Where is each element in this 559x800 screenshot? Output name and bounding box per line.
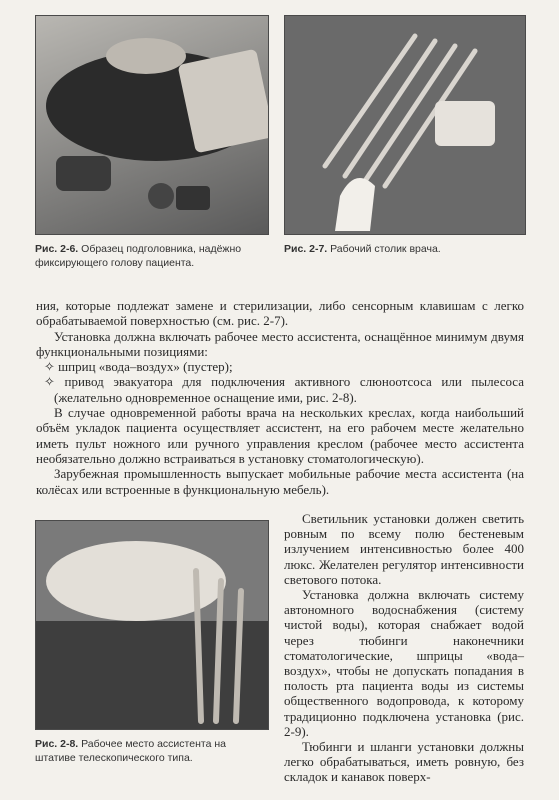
bullet-item-1: ✧ шприц «вода–воздух» (пустер); [44, 359, 233, 375]
figure-2-8-label: Рис. 2-8. [35, 738, 79, 750]
bullet-item-2: ✧ привод эвакуатора для подключения активного слюноотсоса или пылесоса (желательно одновременное оснащение ими, рис. 2-8). [44, 374, 524, 405]
right-paragraph-3: Тюбинги и шланги установки должны легко обрабатываться, иметь ровную, без складок и канавок поверх- [284, 739, 524, 785]
assistant-station-illustration [36, 521, 268, 729]
main-text [36, 298, 524, 497]
figure-2-6-caption [35, 242, 267, 270]
figure-2-6-label: Рис. 2-6. [35, 243, 79, 255]
figure-2-6-photo [35, 15, 269, 235]
paragraph-1: ния, которые подлежат замене и стерилизации, либо сенсорным клавишам с легко обрабатываемой поверхностью (см. рис. 2-7). [36, 298, 524, 329]
paragraph-2: Установка должна включать рабочее место ассистента, оснащённое минимум двумя функциональными позициями: [36, 328, 524, 359]
figure-2-8-photo [35, 520, 269, 730]
figure-2-6-text: Образец подголовника, надёжно фиксирующего голову пациента. [35, 243, 242, 269]
figure-2-7-label: Рис. 2-7. [284, 243, 328, 255]
work-table-illustration [285, 16, 525, 234]
right-paragraph-2: Установка должна включать систему автономного водоснабжения (систему чистой воды), которая снабжает водой через тюбинги наконечники стоматологические, шприцы «вода–воздух», чтобы не допускать попадания в полость рта пациента воды из системы общественного водопровода, к которому традиционно подключена установка (рис. 2-9). [284, 587, 524, 739]
figure-2-7-photo [284, 15, 526, 235]
paragraph-3: В случае одновременной работы врача на нескольких креслах, когда наибольший объём укладок пациента осуществляет ассистент, на его рабочем месте желательно иметь пульт ножного или ручного управления креслом (рабочее место ассистента необязательно должно встраиваться в установку стоматологическую). [36, 405, 524, 466]
right-paragraph-1: Светильник установки должен светить ровным по всему полю бестеневым излучением интенсивностью более 400 люкс. Желателен регулятор интенсивности светового потока. [284, 511, 524, 587]
right-column-text [284, 511, 524, 785]
figure-2-8-text: Рабочее место ассистента на штативе телескопического типа. [35, 738, 226, 764]
paragraph-4: Зарубежная промышленность выпускает мобильные рабочие места ассистента (на колёсах или встроенные в функциональную мебель). [36, 466, 524, 497]
headrest-illustration [36, 16, 268, 234]
figure-2-8-caption [35, 737, 267, 765]
figure-2-7-text: Рабочий столик врача. [330, 243, 441, 255]
figure-2-7-caption [284, 242, 524, 256]
